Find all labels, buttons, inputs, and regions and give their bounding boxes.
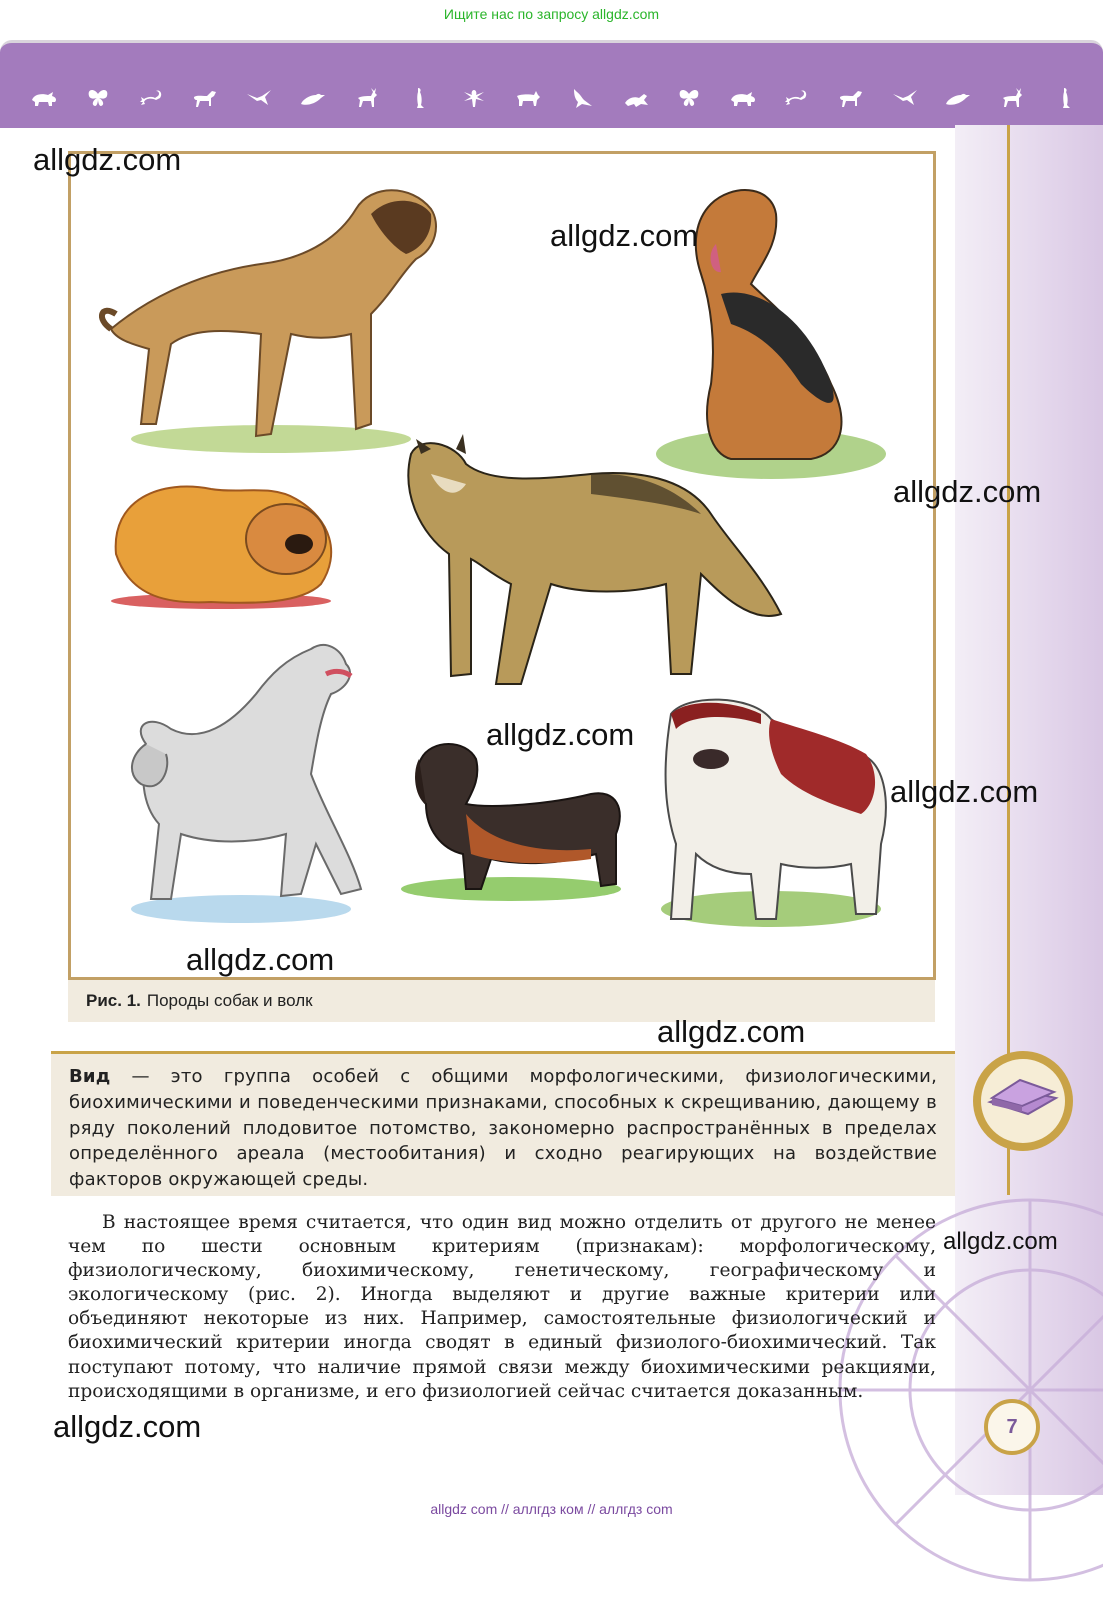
bull-icon [514, 86, 542, 110]
dog-breeds-illustration [71, 154, 927, 971]
watermark: allgdz.com [890, 774, 1039, 809]
bird-icon [891, 86, 919, 110]
watermark: allgdz.com [893, 474, 1042, 509]
horse-icon [191, 86, 219, 110]
scorpion-icon [138, 86, 166, 110]
book-icon [972, 1050, 1074, 1152]
body-paragraph: В настоящее время считается, что один вид можно отделить от другого не менее чем по шести основным критериям (признакам): морфологическому, физиологическому, биохимическому, генетическому, географическому и экологическому (рис. 2). Иногда выделяют и другие важные критерии или объединяют некоторые из них. Например, самостоятельные физиологический и биохимический критерии иногда сводят в единый физиолого-биохимический. Так поступают потому, что наличие прямой связи между биохимическими реакциями, происходящими в организме, и его физиологией сейчас считается доказанным. [68, 1212, 936, 1402]
definition-text: — это группа особей с общими морфологическими, физиологическими, биохимическими и поведенческими признаками, способных к скрещиванию, дающему в ряду поколений плодовитое потомство, закономерно распространённых в пределах определённого ареала (местообитания) и сходно реагирующих на воздействие факторов окружающей среды. [69, 1066, 937, 1191]
definition-box [51, 1051, 955, 1196]
meerkat-icon [1052, 86, 1080, 110]
butterfly-icon [675, 86, 703, 110]
rhino-icon [30, 86, 58, 110]
dolphin-icon [299, 86, 327, 110]
pekingese-dog [111, 487, 331, 609]
watermark: allgdz.com [657, 1014, 806, 1049]
watermark: allgdz.com [33, 142, 182, 177]
dolphin-icon [944, 86, 972, 110]
bird-icon [245, 86, 273, 110]
footer-links[interactable]: allgdz com // аллгдз ком // аллгдз com [430, 1501, 673, 1517]
horse-icon [837, 86, 865, 110]
animal-icon-row [30, 83, 1080, 113]
figure-caption-label: Рис. 1. [86, 991, 141, 1010]
dachshund-dog [401, 744, 621, 901]
watermark: allgdz.com [53, 1409, 202, 1444]
frog-icon [622, 86, 650, 110]
page-number: 7 [984, 1399, 1040, 1455]
definition-term: Вид [69, 1066, 111, 1087]
meerkat-icon [406, 86, 434, 110]
bulldog [661, 700, 886, 927]
top-search-hint[interactable]: Ищите нас по запросу allgdz.com [443, 6, 660, 22]
watermark: allgdz.com [486, 717, 635, 752]
deer-icon [353, 86, 381, 110]
watermark: allgdz.com [550, 218, 699, 253]
figure-caption-text: Породы собак и волк [146, 991, 313, 1010]
rhino-icon [729, 86, 757, 110]
insect-icon [460, 86, 488, 110]
butterfly-icon [84, 86, 112, 110]
kangaroo-icon [568, 86, 596, 110]
husky-dog [131, 645, 361, 923]
deer-icon [998, 86, 1026, 110]
figure-dog-breeds [68, 151, 936, 980]
mastiff-dog [102, 190, 436, 453]
gold-margin-line [1007, 125, 1010, 1195]
scorpion-icon [783, 86, 811, 110]
watermark: allgdz.com [186, 942, 335, 977]
watermark: allgdz.com [943, 1228, 1058, 1255]
